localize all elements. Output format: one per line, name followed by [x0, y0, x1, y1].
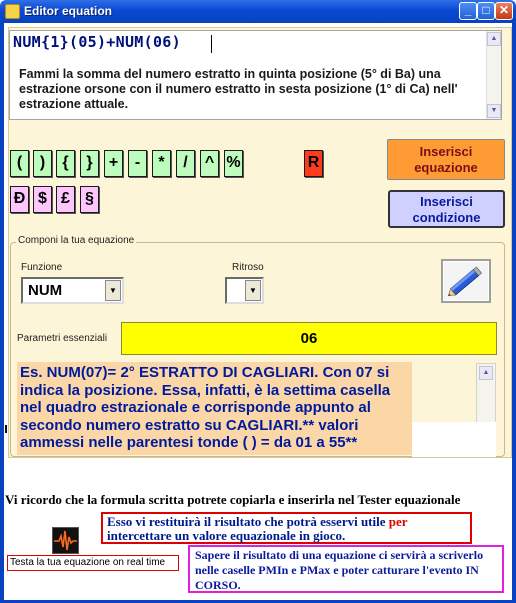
key-power[interactable]: ^ — [200, 150, 219, 177]
key-open-brace[interactable]: { — [56, 150, 75, 177]
key-reset[interactable]: R — [304, 150, 323, 177]
scroll-down-icon[interactable]: ▼ — [487, 104, 501, 118]
result-note — [101, 512, 472, 544]
params-input[interactable]: 06 — [121, 322, 497, 355]
tester-button[interactable] — [52, 527, 79, 554]
key-open-paren[interactable]: ( — [10, 150, 29, 177]
function-label: Funzione — [21, 262, 63, 273]
result-note-text-a: Esso vi restituirà il risultato che potrà esservi utile — [107, 514, 389, 529]
insert-equation-button[interactable]: Inserisci equazione — [387, 139, 505, 180]
function-select[interactable] — [21, 277, 124, 304]
close-button[interactable]: ✕ — [495, 2, 513, 20]
retro-label: Ritroso — [232, 262, 264, 273]
key-minus[interactable]: - — [128, 150, 147, 177]
app-icon — [5, 4, 20, 19]
chevron-down-icon[interactable]: ▼ — [245, 280, 261, 301]
text-cursor — [211, 35, 212, 53]
tester-label[interactable]: Testa la tua equazione on real time — [7, 555, 179, 571]
chevron-down-icon[interactable]: ▼ — [105, 280, 121, 301]
key-plus[interactable]: + — [104, 150, 123, 177]
overlap-area — [412, 422, 496, 457]
tester-note: Vi ricordo che la formula scritta potrete copiarla e inserirla nel Tester equazionale — [5, 492, 461, 507]
key-percent[interactable]: % — [224, 150, 243, 177]
key-multiply[interactable]: * — [152, 150, 171, 177]
key-close-paren[interactable]: ) — [33, 150, 52, 177]
scroll-up-icon[interactable]: ▲ — [479, 366, 493, 380]
window-title: Editor equation — [24, 4, 112, 18]
key-divide[interactable]: / — [176, 150, 195, 177]
scroll-up-icon[interactable]: ▲ — [487, 32, 501, 46]
waveform-icon — [53, 528, 78, 553]
pencil-icon — [443, 261, 489, 301]
params-label: Parametri essenziali — [17, 333, 108, 344]
maximize-button[interactable]: □ — [477, 2, 495, 20]
pencil-edit-button[interactable] — [441, 259, 491, 303]
formula-text[interactable]: NUM{1}(05)+NUM(06) — [13, 33, 181, 51]
formula-description: Fammi la somma del numero estratto in quinta posizione (5° di Ba) una estrazione orsone con il numero estratto in sesta posizione (1° di Ca) nell' estrazione attuale. — [19, 67, 458, 111]
result-note-highlight: per — [388, 514, 408, 529]
editor-scrollbar[interactable] — [486, 31, 501, 119]
pmin-pmax-note: Sapere il risultato di una equazione ci servirà a scriverlo nelle caselle PMIn e PMax e poter catturare l'evento IN CORSO. — [188, 545, 504, 593]
key-dollar[interactable]: $ — [33, 186, 52, 213]
group-title: Componi la tua equazione — [18, 235, 135, 246]
minimize-button[interactable]: _ — [459, 2, 477, 20]
retro-select[interactable] — [225, 277, 264, 304]
result-note-text-b: intercettare un valore equazionale in gioco. — [107, 528, 346, 543]
key-close-brace[interactable]: } — [80, 150, 99, 177]
example-text: Es. NUM(07)= 2° ESTRATTO DI CAGLIARI. Con 07 si indica la posizione. Essa, infatti, è la settima casella nel quadro estrazionale e corrisponde appunto al secondo numero estratto su CAGLIARI.** valori ammessi nelle parentesi tonde ( ) = da 01 a 55** — [17, 362, 412, 455]
function-value: NUM — [28, 282, 63, 299]
key-pound[interactable]: £ — [56, 186, 75, 213]
key-d-stroke[interactable]: Đ — [10, 186, 29, 213]
key-section[interactable]: § — [80, 186, 99, 213]
insert-condition-button[interactable]: Inserisci condizione — [388, 190, 505, 228]
edge-mark — [5, 425, 7, 433]
